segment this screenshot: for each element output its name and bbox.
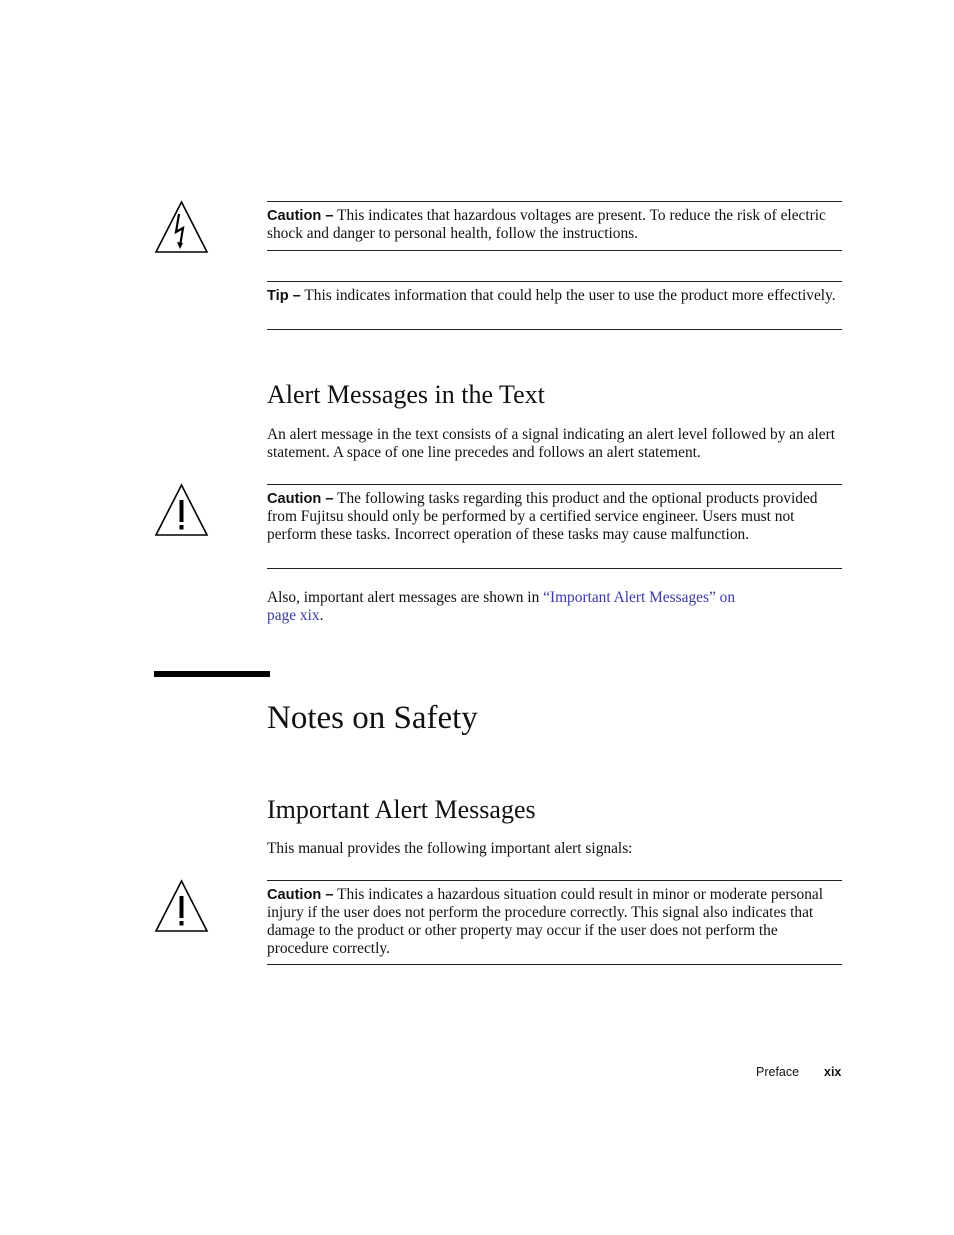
page-xix-link[interactable]: page xix: [267, 607, 320, 624]
tip-label: Tip –: [267, 288, 301, 304]
alert-top-rule: [267, 484, 842, 485]
shock-caution-alert: [267, 207, 842, 243]
also-text: Also, important alert messages are shown in: [267, 589, 544, 606]
alert-top-rule: [267, 201, 842, 202]
also-alert-paragraph: [267, 589, 842, 625]
tip-top-rule: [267, 281, 842, 282]
alert-top-rule: [267, 880, 842, 881]
also-period: .: [319, 607, 324, 624]
tip-alert: [267, 287, 842, 305]
tip-bottom-rule: [267, 329, 842, 330]
tasks-caution-alert: [267, 490, 842, 544]
alert-statement: This indicates that hazardous voltages are present. To reduce the risk of electric shock and danger to personal health, follow the instructions.: [267, 207, 826, 242]
alert-statement: This indicates a hazardous situation could result in minor or moderate personal injury if the user does not perform the procedure correctly. This signal also indicates that damage to the product or other property may occur if the user does not perform the procedure correctly.: [267, 886, 824, 957]
important-alert-messages-link[interactable]: “Important Alert Messages” on: [543, 589, 736, 606]
chapter-title: Notes on Safety: [267, 700, 478, 736]
caution-exclamation-icon: [154, 483, 209, 537]
footer-page-number: xix: [824, 1065, 842, 1079]
caution-label: Caution –: [267, 208, 334, 224]
important-alerts-body: This manual provides the following important alert signals:: [267, 840, 633, 857]
caution-label: Caution –: [267, 491, 334, 507]
alert-bottom-rule: [267, 250, 842, 251]
chapter-rule: [154, 671, 270, 677]
footer-section-name: Preface: [756, 1065, 800, 1079]
section-heading-alert-messages: Alert Messages in the Text: [267, 380, 545, 409]
electric-shock-warning-icon: [154, 200, 209, 254]
caution-label: Caution –: [267, 887, 334, 903]
section-heading-important-alerts: Important Alert Messages: [267, 795, 536, 824]
alert-bottom-rule: [267, 568, 842, 569]
tip-statement: This indicates information that could help the user to use the product more effectively.: [300, 287, 836, 304]
alert-statement: The following tasks regarding this product and the optional products provided from Fujitsu should only be performed by a certified service engineer. Users must not perform these tasks. Incorrect operation of these tasks may cause malfunction.: [267, 490, 818, 543]
caution-exclamation-icon: [154, 879, 209, 933]
alert-messages-body: An alert message in the text consists of a signal indicating an alert level followed by an alert statement. A space of one line precedes and follows an alert statement.: [267, 426, 835, 461]
hazard-caution-alert: [267, 886, 842, 958]
alert-bottom-rule: [267, 964, 842, 965]
